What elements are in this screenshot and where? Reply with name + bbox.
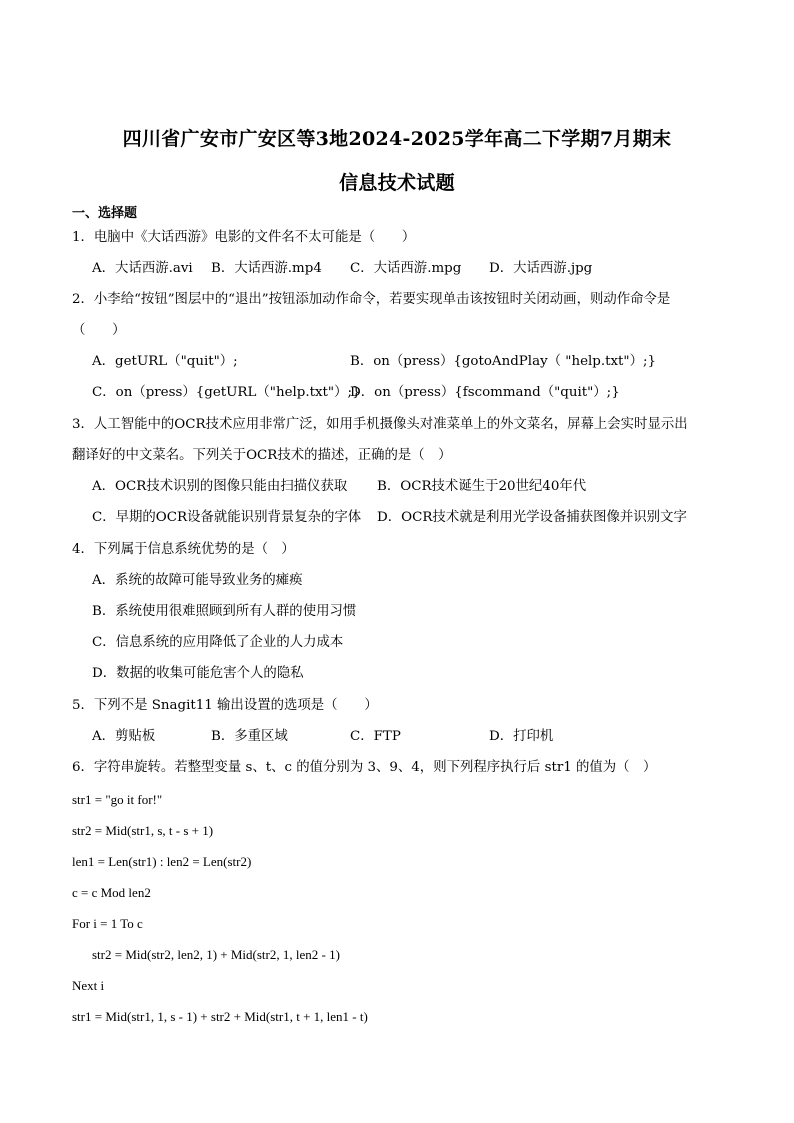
- question-2-stem-cont: （ ）: [72, 323, 126, 338]
- question-5-option-c: C．FTP: [350, 729, 401, 744]
- question-2-option-d: D．on（press）{fscommand（"quit"）;}: [350, 385, 620, 400]
- question-3-option-b: B．OCR技术诞生于20世纪40年代: [377, 479, 587, 494]
- question-1-stem: 1．电脑中《大话西游》电影的文件名不太可能是（ ）: [72, 230, 416, 245]
- code-line-3: len1 = Len(str1) : len2 = Len(str2): [72, 854, 252, 869]
- code-line-2: str2 = Mid(str1, s, t - s + 1): [72, 823, 214, 838]
- question-4-stem: 4．下列属于信息系统优势的是（ ）: [72, 542, 295, 557]
- question-5-option-a: A．剪贴板: [92, 729, 156, 744]
- document-title-line1: 四川省广安市广安区等3地2024-2025学年高二下学期7月期末: [122, 128, 672, 150]
- question-5-stem: 5．下列不是 Snagit11 输出设置的选项是（ ）: [72, 698, 378, 713]
- code-line-7: Next i: [72, 978, 105, 993]
- question-3-option-c: C．早期的OCR设备就能识别背景复杂的字体: [92, 510, 362, 525]
- question-6-stem: 6．字符串旋转。若整型变量 s、t、c 的值分别为 3、9、4，则下列程序执行后 str1 的值为（ ）: [72, 760, 657, 775]
- section-heading: 一、选择题: [72, 206, 138, 221]
- question-3-stem-cont: 翻译好的中文菜名。下列关于OCR技术的描述，正确的是（ ）: [72, 448, 452, 463]
- question-4-option-c: C．信息系统的应用降低了企业的人力成本: [92, 635, 344, 650]
- code-line-1: str1 = "go it for!": [72, 792, 163, 807]
- question-1-option-d: D．大话西游.jpg: [489, 261, 593, 276]
- document-title-line2: 信息技术试题: [339, 172, 455, 194]
- question-5-option-b: B．多重区域: [211, 729, 288, 744]
- question-2-option-a: A．getURL（"quit"）;: [92, 354, 238, 369]
- question-1-option-c: C．大话西游.mpg: [350, 261, 462, 276]
- code-line-6: str2 = Mid(str2, len2, 1) + Mid(str2, 1, len2 - 1): [92, 947, 340, 962]
- question-3-stem: 3．人工智能中的OCR技术应用非常广泛，如用手机摄像头对准菜单上的外文菜名，屏幕上会实时显示出: [72, 417, 688, 432]
- question-4-option-a: A．系统的故障可能导致业务的瘫痪: [92, 573, 303, 588]
- question-3-option-d: D．OCR技术就是利用光学设备捕获图像并识别文字: [377, 510, 687, 525]
- code-line-4: c = c Mod len2: [72, 885, 151, 900]
- code-line-5: For i = 1 To c: [72, 916, 143, 931]
- question-4-option-b: B．系统使用很难照顾到所有人群的使用习惯: [92, 604, 357, 619]
- question-4-option-d: D．数据的收集可能危害个人的隐私: [92, 666, 304, 681]
- question-1-option-b: B．大话西游.mp4: [211, 261, 322, 276]
- question-2-option-b: B．on（press）{gotoAndPlay（ "help.txt"）;}: [350, 354, 657, 369]
- question-5-option-d: D．打印机: [489, 729, 554, 744]
- code-line-8: str1 = Mid(str1, 1, s - 1) + str2 + Mid(str1, t + 1, len1 - t): [72, 1009, 368, 1024]
- question-3-option-a: A．OCR技术识别的图像只能由扫描仪获取: [92, 479, 348, 494]
- question-2-option-c: C．on（press）{getURL（"help.txt"）;}: [92, 385, 361, 400]
- question-2-stem: 2．小李给“按钮”图层中的“退出”按钮添加动作命令，若要实现单击该按钮时关闭动画，则动作命令是: [72, 292, 671, 307]
- question-1-option-a: A．大话西游.avi: [92, 261, 193, 276]
